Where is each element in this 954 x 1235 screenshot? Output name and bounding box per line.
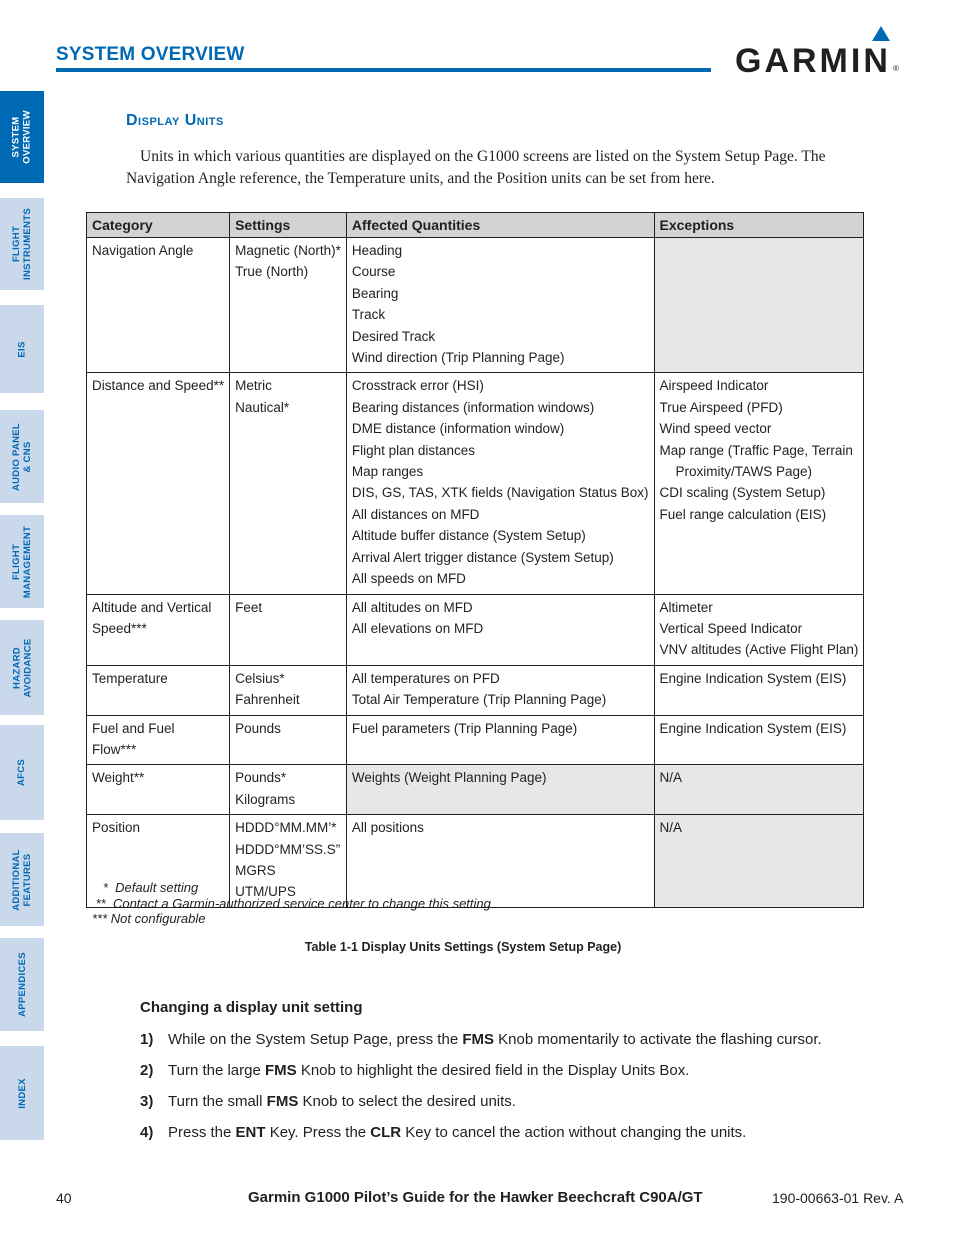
cell-settings bbox=[230, 715, 347, 765]
procedure-title: Changing a display unit setting bbox=[140, 999, 363, 1016]
side-tab-label: FLIGHT MANAGEMENT bbox=[11, 525, 34, 598]
cell-text: Kilograms bbox=[235, 791, 296, 807]
cell-text: Desired Track bbox=[351, 328, 436, 344]
table-notes bbox=[92, 880, 491, 927]
cell-text: Wind speed vector bbox=[659, 421, 772, 437]
cell-settings bbox=[230, 594, 347, 665]
note-not-configurable: *** Not configurable bbox=[92, 911, 206, 927]
cell-text: Vertical Speed Indicator bbox=[659, 620, 803, 636]
step-text: Knob momentarily to activate the flashing cursor. bbox=[494, 1031, 822, 1048]
display-units-table bbox=[86, 212, 864, 908]
cell-text: True Airspeed (PFD) bbox=[659, 399, 783, 415]
table-body bbox=[87, 238, 864, 908]
cell-text: N/A bbox=[659, 820, 683, 836]
cell-text: Map range (Traffic Page, Terrain bbox=[659, 442, 853, 458]
step-number: 2) bbox=[140, 1062, 154, 1079]
cell-text: Engine Indication System (EIS) bbox=[659, 720, 847, 736]
cell-text: Fuel parameters (Trip Planning Page) bbox=[351, 720, 578, 736]
side-tab-label: SYSTEM OVERVIEW bbox=[11, 110, 33, 164]
side-tab-label: EIS bbox=[16, 340, 28, 358]
table-row bbox=[87, 765, 864, 815]
control-name: FMS bbox=[462, 1031, 494, 1048]
cell-text: Pounds* bbox=[235, 770, 287, 786]
cell-text: Airspeed Indicator bbox=[659, 378, 769, 394]
cell-exceptions bbox=[654, 715, 864, 765]
control-name: ENT bbox=[235, 1124, 266, 1141]
cell-text: N/A bbox=[659, 770, 683, 786]
cell-text: Weight** bbox=[92, 770, 145, 786]
cell-text: All distances on MFD bbox=[351, 506, 480, 522]
cell-text: Pounds bbox=[235, 720, 281, 736]
step-text: Press the bbox=[168, 1124, 236, 1141]
side-tab-system-overview[interactable] bbox=[0, 91, 44, 183]
table-row bbox=[87, 373, 864, 594]
cell-text: Track bbox=[351, 307, 386, 323]
cell-text: Position bbox=[92, 820, 141, 836]
cell-exceptions bbox=[654, 238, 864, 373]
cell-text: Flow*** bbox=[92, 741, 137, 757]
page-number: 40 bbox=[56, 1190, 72, 1206]
step-text: Key. Press the bbox=[265, 1124, 371, 1141]
cell-exceptions bbox=[654, 594, 864, 665]
procedure-step bbox=[140, 1062, 689, 1079]
garmin-logo bbox=[735, 26, 900, 80]
cell-text: UTM/UPS bbox=[235, 884, 296, 900]
section-title: SYSTEM OVERVIEW bbox=[56, 44, 245, 65]
cell-text: DME distance (information window) bbox=[351, 421, 565, 437]
cell-exceptions bbox=[654, 373, 864, 594]
header-settings: Settings bbox=[230, 213, 347, 238]
cell-category bbox=[87, 373, 230, 594]
cell-text: Arrival Alert trigger distance (System Setup) bbox=[351, 549, 614, 565]
side-tab-afcs[interactable] bbox=[0, 725, 44, 820]
table-row bbox=[87, 594, 864, 665]
control-name: FMS bbox=[266, 1093, 299, 1110]
cell-text: Feet bbox=[235, 599, 263, 615]
cell-settings bbox=[230, 765, 347, 815]
cell-text: Celsius* bbox=[235, 670, 285, 686]
intro-paragraph: Units in which various quantities are displayed on the G1000 screens are listed on the System Setup Page. The Navigation Angle reference, the Temperature units, and the Position units can be set from here. bbox=[126, 148, 826, 187]
cell-text: Course bbox=[351, 264, 396, 280]
cell-settings bbox=[230, 373, 347, 594]
cell-text: Distance and Speed** bbox=[92, 378, 225, 394]
control-name: CLR bbox=[370, 1124, 402, 1141]
cell-text: Navigation Angle bbox=[92, 243, 194, 258]
cell-text: Total Air Temperature (Trip Planning Page) bbox=[351, 692, 607, 708]
cell-settings bbox=[230, 665, 347, 715]
cell-text: All temperatures on PFD bbox=[351, 670, 500, 686]
cell-text: Heading bbox=[351, 243, 403, 258]
side-tab-hazard-avoidance[interactable] bbox=[0, 620, 44, 715]
table-row bbox=[87, 238, 864, 373]
side-tab-label: ADDITIONAL FEATURES bbox=[11, 848, 34, 911]
control-name: FMS bbox=[265, 1062, 297, 1079]
procedure-step bbox=[140, 1031, 822, 1048]
cell-affected bbox=[346, 373, 654, 594]
cell-text: VNV altitudes (Active Flight Plan) bbox=[659, 642, 859, 658]
cell-affected bbox=[346, 238, 654, 373]
procedure-step bbox=[140, 1124, 746, 1141]
cell-settings bbox=[230, 238, 347, 373]
cell-text: Metric bbox=[235, 378, 272, 394]
cell-category bbox=[87, 765, 230, 815]
cell-text: Fuel range calculation (EIS) bbox=[659, 506, 827, 522]
table-header-row bbox=[87, 213, 864, 238]
cell-affected bbox=[346, 665, 654, 715]
step-number: 3) bbox=[140, 1093, 154, 1110]
table-row bbox=[87, 665, 864, 715]
step-text: Knob to highlight the desired field in the Display Units Box. bbox=[296, 1062, 690, 1079]
side-tab-label: FLIGHT INSTRUMENTS bbox=[11, 208, 34, 280]
cell-text: All speeds on MFD bbox=[351, 571, 466, 587]
cell-exceptions bbox=[654, 815, 864, 908]
cell-text: CDI scaling (System Setup) bbox=[659, 485, 826, 501]
side-tab-index[interactable] bbox=[0, 1046, 44, 1140]
header-exceptions: Exceptions bbox=[654, 213, 864, 238]
cell-affected bbox=[346, 594, 654, 665]
document-number: 190-00663-01 Rev. A bbox=[772, 1190, 904, 1206]
step-number: 1) bbox=[140, 1031, 154, 1048]
header-affected: Affected Quantities bbox=[346, 213, 654, 238]
step-text: While on the System Setup Page, press the bbox=[168, 1031, 463, 1048]
cell-text: Magnetic (North)* bbox=[235, 243, 341, 258]
cell-text: Altimeter bbox=[659, 599, 713, 615]
cell-text: Proximity/TAWS Page) bbox=[675, 464, 813, 480]
side-tab-flight-instruments[interactable] bbox=[0, 198, 44, 290]
cell-category bbox=[87, 665, 230, 715]
side-tab-additional-features[interactable] bbox=[0, 833, 44, 926]
side-tab-label: APPENDICES bbox=[16, 952, 28, 1017]
side-tab-label: HAZARD AVOIDANCE bbox=[11, 638, 33, 697]
step-text: Turn the large bbox=[168, 1062, 265, 1079]
side-tab-eis[interactable] bbox=[0, 305, 44, 393]
section-heading: Display Units bbox=[126, 112, 224, 129]
side-tab-flight-management[interactable] bbox=[0, 515, 44, 608]
registered-mark: ® bbox=[893, 64, 899, 73]
cell-text: Fahrenheit bbox=[235, 692, 300, 708]
cell-affected bbox=[346, 765, 654, 815]
cell-text: Speed*** bbox=[92, 620, 147, 636]
cell-text: All elevations on MFD bbox=[351, 620, 484, 636]
cell-text: DIS, GS, TAS, XTK fields (Navigation Status Box) bbox=[351, 485, 649, 501]
cell-text: All altitudes on MFD bbox=[351, 599, 473, 615]
step-text: Knob to select the desired units. bbox=[298, 1093, 516, 1110]
procedure-step bbox=[140, 1093, 516, 1110]
logo-text: GARMIN bbox=[735, 42, 891, 80]
header-category: Category bbox=[87, 213, 230, 238]
cell-text: HDDD°MM’SS.S” bbox=[235, 841, 341, 857]
side-tab-label: AUDIO PANEL & CNS bbox=[11, 422, 34, 491]
cell-text: Temperature bbox=[92, 670, 168, 686]
step-number: 4) bbox=[140, 1124, 154, 1141]
cell-affected bbox=[346, 715, 654, 765]
step-text: Key to cancel the action without changing the units. bbox=[401, 1124, 747, 1141]
cell-text: Bearing distances (information windows) bbox=[351, 399, 595, 415]
cell-text: Bearing bbox=[351, 285, 399, 301]
cell-text: Crosstrack error (HSI) bbox=[351, 378, 484, 394]
cell-category bbox=[87, 594, 230, 665]
side-tab-label: INDEX bbox=[16, 1077, 28, 1109]
step-text: Turn the small bbox=[168, 1093, 267, 1110]
cell-category bbox=[87, 715, 230, 765]
note-service-center: ** Contact a Garmin-authorized service center to change this setting bbox=[92, 895, 491, 911]
cell-text: MGRS bbox=[235, 862, 276, 878]
cell-text: Altitude buffer distance (System Setup) bbox=[351, 528, 586, 544]
cell-exceptions bbox=[654, 665, 864, 715]
cell-text: All positions bbox=[351, 820, 424, 836]
cell-exceptions bbox=[654, 765, 864, 815]
footer-title: Garmin G1000 Pilot’s Guide for the Hawker Beechcraft C90A/GT bbox=[248, 1189, 703, 1206]
cell-text: True (North) bbox=[235, 264, 309, 280]
cell-text: Engine Indication System (EIS) bbox=[659, 670, 847, 686]
cell-text: Map ranges bbox=[351, 464, 424, 480]
side-tab-audio-panel-cns[interactable] bbox=[0, 410, 44, 503]
header-rule bbox=[56, 68, 711, 72]
note-default: * Default setting bbox=[92, 880, 199, 895]
table-caption: Table 1-1 Display Units Settings (System Setup Page) bbox=[304, 940, 622, 954]
cell-text: Weights (Weight Planning Page) bbox=[351, 770, 547, 786]
side-tab-label: AFCS bbox=[16, 758, 28, 787]
cell-category bbox=[87, 238, 230, 373]
table-row bbox=[87, 715, 864, 765]
cell-text: Nautical* bbox=[235, 399, 290, 415]
cell-text: Altitude and Vertical bbox=[92, 599, 212, 615]
cell-text: Wind direction (Trip Planning Page) bbox=[351, 350, 565, 366]
cell-text: HDDD°MM.MM’* bbox=[235, 820, 337, 836]
cell-text: Flight plan distances bbox=[351, 442, 475, 458]
garmin-triangle-icon bbox=[872, 26, 890, 41]
cell-text: Fuel and Fuel bbox=[92, 720, 175, 736]
